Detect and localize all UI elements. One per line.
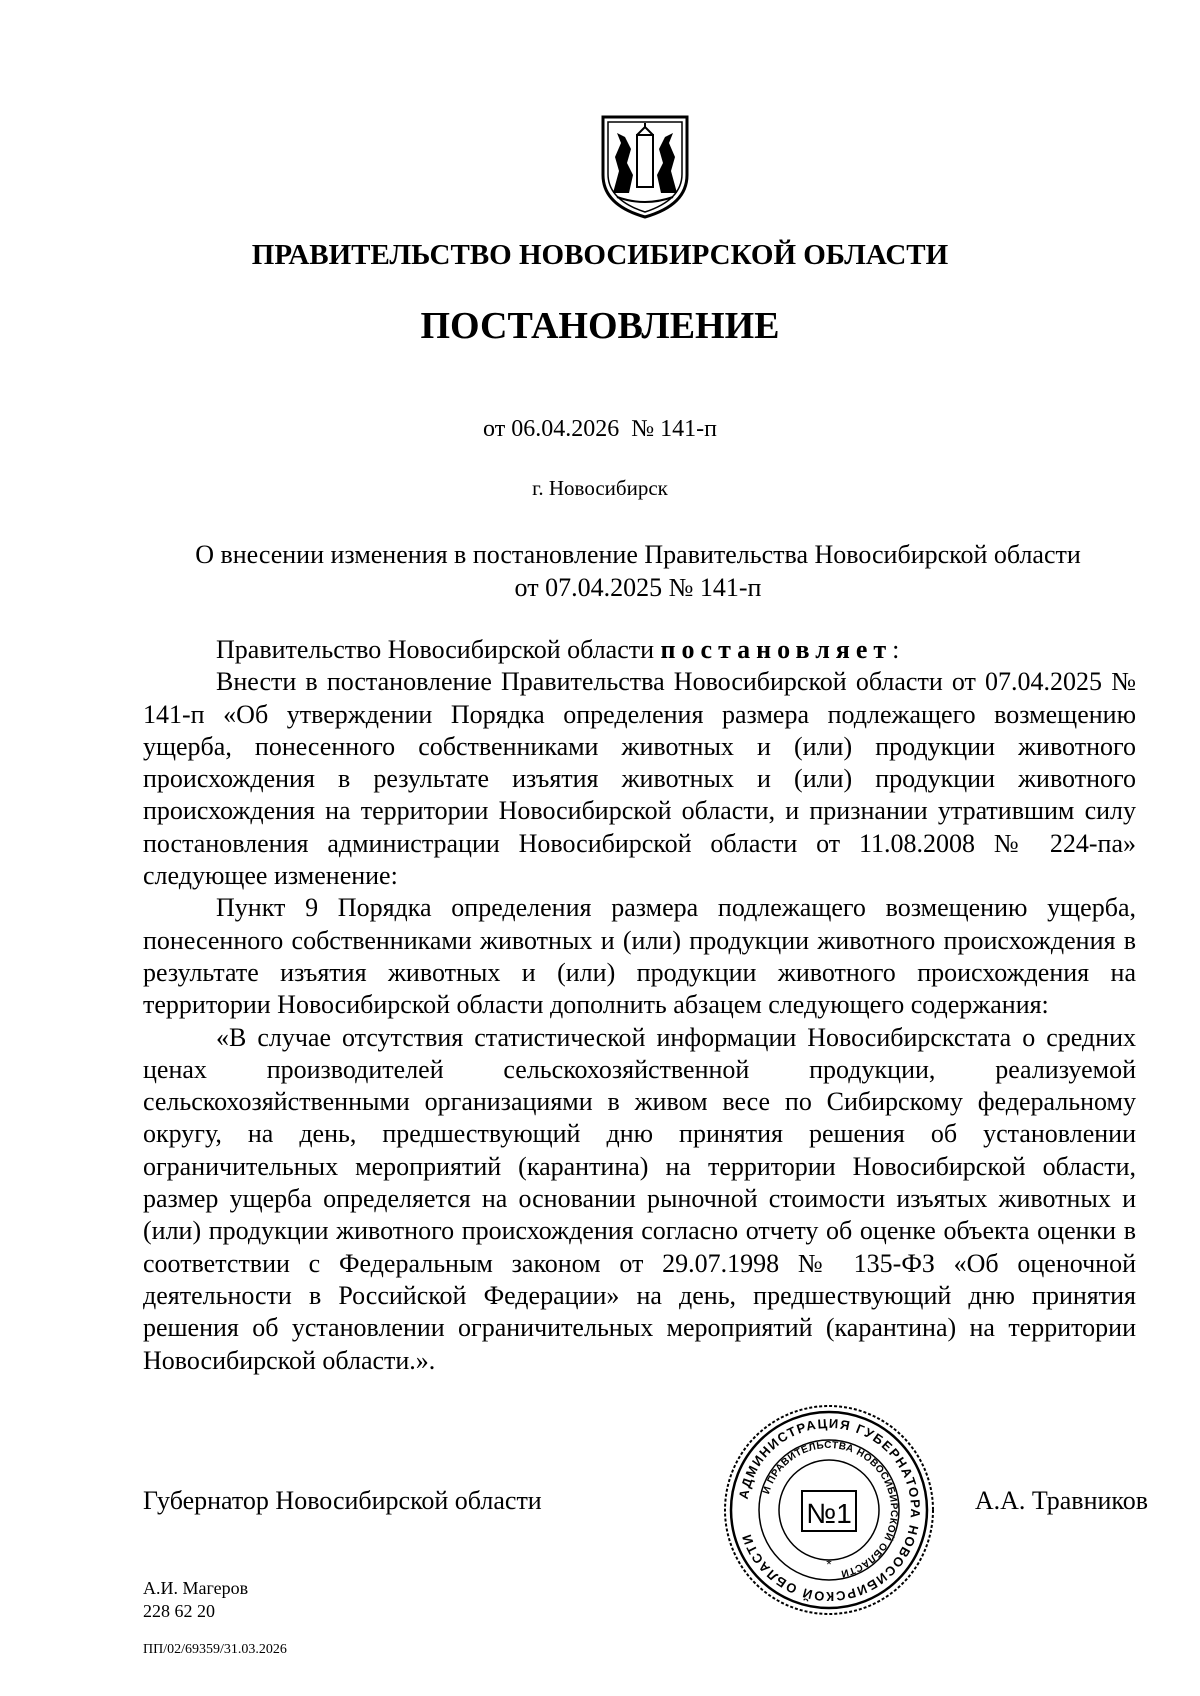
subject-line-2: от 07.04.2025 № 141-п (514, 573, 762, 602)
seal-star: * (826, 1556, 832, 1572)
document-date-number: от 06.04.2026 № 141-п (483, 416, 717, 442)
official-seal-icon (722, 1403, 936, 1617)
body-p1-prefix: Правительство Новосибирской области (216, 635, 661, 664)
seal-number: №1 (806, 1498, 852, 1529)
document-type: ПОСТАНОВЛЕНИЕ (420, 305, 780, 347)
subject-line-1: О внесении изменения в постановление Правительства Новосибирской области (195, 540, 1081, 569)
signatory-title: Губернатор Новосибирской области (143, 1486, 542, 1515)
body-paragraph-2: Внести в постановление Правительства Новосибирской области от 07.04.2025 № 141-п «Об утверждении Порядка определения размера подлежащего возмещению ущерба, понесенного собственниками животных и (или) продукции животного происхождения в результате изъятия животных и (или) продукции животного происхождения на территории Новосибирской области, и признании утратившим силу постановления администрации Новосибирской области от 11.08.2008 № 224-па» следующее изменение: (143, 667, 1136, 891)
body-p1-keyword: постановляет (660, 635, 893, 664)
body-p1-suffix: : (892, 635, 900, 664)
body-paragraph-1 (143, 634, 1136, 666)
document-body (143, 634, 1136, 1377)
seal-inner-text: И ПРАВИТЕЛЬСТВА НОВОСИБИРСКОЙ ОБЛАСТИ (761, 1439, 900, 1579)
document-subject (143, 538, 1133, 604)
executor-name: А.И. Магеров (143, 1578, 249, 1598)
body-paragraph-3: Пункт 9 Порядка определения размера подлежащего возмещению ущерба, понесенного собственниками животных и (или) продукции животного происхождения в результате изъятия животных и (или) продукции животного происхождения на территории Новосибирской области дополнить абзацем следующего содержания: (143, 893, 1136, 1020)
executor-block (143, 1577, 248, 1623)
signatory-name: А.А. Травников (974, 1486, 1148, 1515)
executor-phone: 228 62 20 (143, 1601, 215, 1621)
document-city: г. Новосибирск (532, 476, 668, 500)
seal-ring-text: АДМИНИСТРАЦИЯ ГУБЕРНАТОРА НОВОСИБИРСКОЙ ОБЛАСТИ (735, 1415, 924, 1605)
organization-title: ПРАВИТЕЛЬСТВО НОВОСИБИРСКОЙ ОБЛАСТИ (251, 239, 949, 271)
novosibirsk-coat-of-arms-icon (597, 113, 693, 220)
registration-number: ПП/02/69359/31.03.2026 (143, 1642, 287, 1657)
body-paragraph-4: «В случае отсутствия статистической информации Новосибирскстата о средних ценах производителей сельскохозяйственной продукции, реализуемой сельскохозяйственными организациями в живом весе по Сибирскому федеральному округу, на день, предшествующий дню принятия решения об установлении ограничительных мероприятий (карантина) на территории Новосибирской области, размер ущерба определяется на основании рыночной стоимости изъятых животных и (или) продукции животного происхождения согласно отчету об оценке объекта оценки в соответствии с Федеральным законом от 29.07.1998 № 135-ФЗ «Об оценочной деятельности в Российской Федерации» на день, предшествующий дню принятия решения об установлении ограничительных мероприятий (карантина) на территории Новосибирской области.». (143, 1022, 1136, 1375)
